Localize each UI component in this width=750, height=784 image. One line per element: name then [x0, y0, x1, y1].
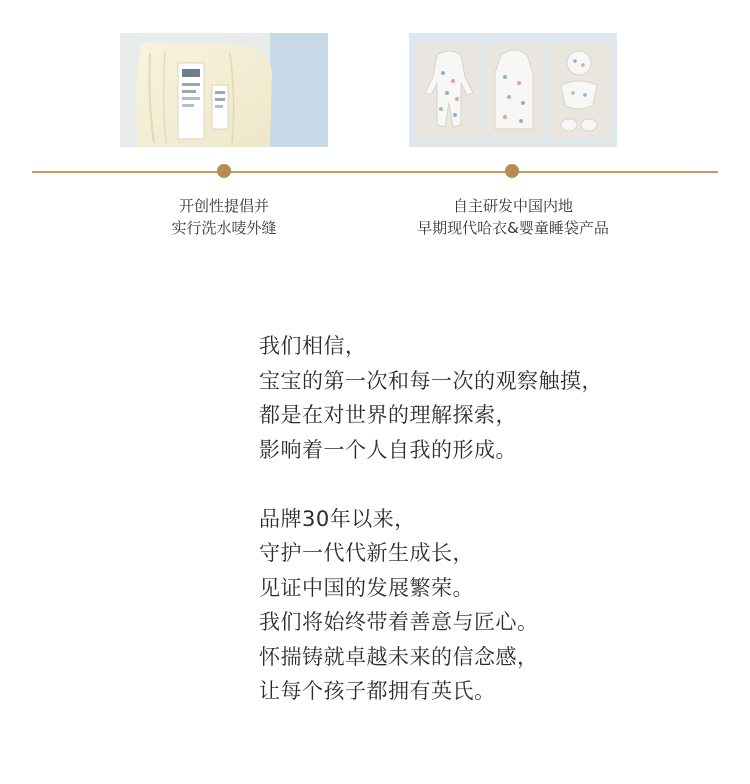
statement-line: 我们将始终带着善意与匠心。 [259, 610, 539, 634]
caption-line: 自主研发中国内地 [452, 197, 573, 215]
brand-statement [259, 329, 603, 709]
statement-line: 我们相信， [259, 334, 367, 358]
milestone-caption [378, 195, 648, 239]
timeline-line [32, 171, 718, 173]
statement-line: 都是在对世界的理解探索， [259, 403, 517, 427]
milestone-caption [124, 195, 324, 239]
statement-line: 怀揣铸就卓越未来的信念感， [259, 644, 539, 669]
paragraph-spacer [259, 467, 603, 502]
timeline-dot [217, 164, 231, 178]
statement-line: 守护一代代新生成长， [259, 541, 474, 565]
statement-line: 宝宝的第一次和每一次的观察触摸， [259, 368, 603, 393]
statement-line: 让每个孩子都拥有英氏。 [259, 679, 496, 703]
statement-line: 影响着一个人自我的形成。 [259, 437, 517, 462]
timeline-dot [505, 164, 519, 178]
caption-line: 开创性提倡并 [178, 197, 269, 215]
statement-line: 品牌30年以来， [259, 506, 416, 531]
caption-line: 早期现代哈衣&婴童睡袋产品 [417, 219, 609, 237]
statement-line: 见证中国的发展繁荣。 [259, 575, 474, 600]
photo-knit-garment-labels [120, 33, 328, 147]
caption-line: 实行洗水唛外缝 [171, 219, 277, 237]
photo-baby-romper-and-sleeping-bag [409, 33, 617, 147]
